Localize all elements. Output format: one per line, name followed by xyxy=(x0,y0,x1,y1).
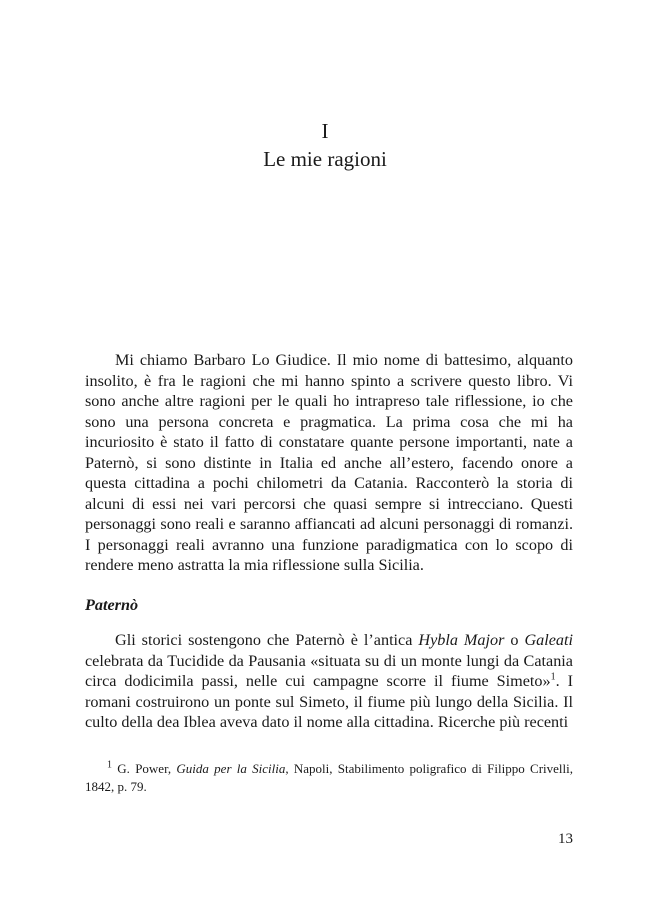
paterno-italic-galeati: Galeati xyxy=(524,631,573,649)
footnote-details: , Napoli, Stabilimento poligrafico di Filippo Crivelli, 1842, p. 79. xyxy=(85,761,573,794)
footnote-marker: 1 xyxy=(107,759,112,771)
paterno-text-3: celebrata da Tucidide da Pausania «situata su di un monte lungi da Catania circa dodicimila passi, nelle cui campagne scorre il fiume Simeto» xyxy=(85,651,573,690)
chapter-title: Le mie ragioni xyxy=(263,147,387,171)
page-number: 13 xyxy=(558,831,573,847)
paterno-section xyxy=(85,630,573,733)
paterno-text-4: . I romani costruirono un ponte sul Simeto, il fiume più lungo della Sicilia. Il culto della dea Iblea aveva dato il nome alla cittadina. Ricerche più recenti xyxy=(85,672,573,731)
footnote-author: G. Power, xyxy=(117,761,177,776)
footnote-reference[interactable]: 1 xyxy=(550,671,556,683)
paterno-italic-hybla: Hybla Major xyxy=(418,631,505,649)
chapter-number: I xyxy=(321,119,329,143)
section-heading-paterno: Paternò xyxy=(85,596,139,614)
footnote-book-title: Guida per la Sicilia xyxy=(176,761,286,776)
footnote-text xyxy=(85,760,573,796)
footnote xyxy=(85,760,573,796)
paterno-paragraph xyxy=(85,630,573,733)
intro-section xyxy=(85,350,573,576)
paterno-text-2: o xyxy=(504,631,525,649)
intro-paragraph: Mi chiamo Barbaro Lo Giudice. Il mio nome di battesimo, alquanto insolito, è fra le ragioni che mi hanno spinto a scrivere questo libro. Vi sono anche altre ragioni per le quali ho intrapreso tale riflessione, io che sono una persona concreta e pragmatica. La prima cosa che mi ha incuriosito è stato il fatto di constatare quante persone importanti, nate a Paternò, si sono distinte in Italia ed anche all’estero, facendo onore a questa cittadina a pochi chilometri da Catania. Racconterò la storia di alcuni di essi nei vari percorsi che quasi sempre si intrecciano. Questi personaggi sono reali e saranno affiancati ad alcuni personaggi di romanzi. I personaggi reali avranno una funzione paradigmatica con lo scopo di rendere meno astratta la mia riflessione sulla Sicilia. xyxy=(85,351,573,574)
paterno-text-1: Gli storici sostengono che Paternò è l’antica xyxy=(115,631,419,649)
